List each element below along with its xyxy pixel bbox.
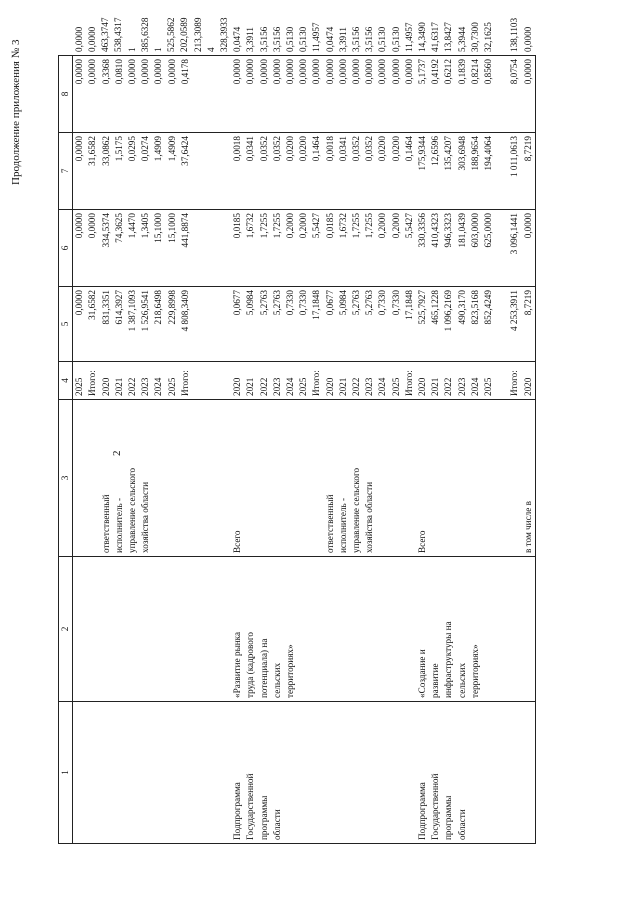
header-col-2: 2 xyxy=(59,557,73,702)
header-col-6: 6 xyxy=(59,210,73,287)
cell-subprogram-type: Подпрограмма Государственной программы области xyxy=(416,702,535,844)
cell-executor: ответственный исполнитель - управление сельского хозяйства области xyxy=(73,400,231,557)
cell-total: 0,0677 5,0984 5,2763 5,2763 0,7330 0,7330 17,1848 0,0677 5,0984 5,2763 5,2763 0,7330 0,7330 17,1848 xyxy=(231,287,416,362)
cell-regional: 175,9344 12,6596 135,4207 303,6948 188,9654 194,4064 1 011,0613 8,7219 xyxy=(416,133,535,210)
header-col-1: 1 xyxy=(59,702,73,844)
cell-subprogram-type xyxy=(73,702,231,844)
header-col-5: 5 xyxy=(59,287,73,362)
cell-subprogram-type: Подпрограмма Государственной программы области xyxy=(231,702,416,844)
cell-years: 2025 Итого: 2020 2021 2022 2023 2024 2025 Итого: xyxy=(73,362,231,400)
cell-years: 2020 2021 2022 2023 2024 2025 Итого: 2020 2021 2022 2023 2024 2025 Итого: xyxy=(231,362,416,400)
cell-local: 0,0000 0,0000 0,3368 0,0810 0,0000 0,0000 0,0000 0,0000 0,4178 xyxy=(73,56,231,133)
header-col-8: 8 xyxy=(59,56,73,133)
cell-subprogram-name xyxy=(73,557,231,702)
table-row: Подпрограмма Государственной программы области «Создание и развитие инфраструктуры на сельских территориях» Всего в том числе в 2020 2021 2022 2023 2024 2025 Итого: 2020 525,7927 465,1228 1 096,2169 490,3170 823,5168 852,4249 4 253,3911 8,7219 330,3356 410,4323 946,3323 181,0439 603,0000 625,0000 3 096,1441 0,0000 175,9344 12,6596 135,4207 303,6948 188,9654 194,4064 1 011,0613 8,7219 5,1737 0,4192 0,6212 0,1839 0,8214 0,8560 8,0754 0,0000 14,3490 41,6317 13,8427 5,3944 30,7300 32,1625 138,1103 0,0000 xyxy=(416,56,535,844)
cell-federal: 0,0185 1,6732 1,7255 1,7255 0,2000 0,2000 5,5427 0,0185 1,6732 1,7255 1,7255 0,2000 0,2000 5,5427 xyxy=(231,210,416,287)
appendix-caption: Продолжение приложения № 3 xyxy=(10,39,22,185)
header-col-4: 4 xyxy=(59,362,73,400)
financing-table xyxy=(58,17,536,844)
cell-total: 525,7927 465,1228 1 096,2169 490,3170 823,5168 852,4249 4 253,3911 8,7219 xyxy=(416,287,535,362)
cell-total: 0,0000 31,6582 831,3351 614,3927 1 387,1093 1 526,9541 218,6498 229,8998 4 808,3409 xyxy=(73,287,231,362)
cell-regional: 0,0018 0,0341 0,0352 0,0352 0,0200 0,0200 0,1464 0,0018 0,0341 0,0352 0,0352 0,0200 0,0200 0,1464 xyxy=(231,133,416,210)
header-col-7: 7 xyxy=(59,133,73,210)
cell-regional: 0,0000 31,6582 33,0862 1,5175 0,0295 0,0274 1,4909 1,4909 37,6424 xyxy=(73,133,231,210)
table-row: ответственный исполнитель - управление сельского хозяйства области 2025 Итого: 2020 2021 2022 2023 2024 2025 Итого: 0,0000 31,6582 831,3351 614,3927 1 387,1093 1 526,9541 218,6498 229,8998 4 808,3409 0,0000 0,0000 334,5374 74,3625 1,4470 1,3405 15,1000 15,1000 441,8874 0,0000 31,6582 33,0862 1,5175 0,0295 0,0274 1,4909 1,4909 37,6424 0,0000 0,0000 0,3368 0,0810 0,0000 0,0000 0,0000 0,0000 0,4178 0,0000 0,0000 463,3747 538,4317 1 385,6328 1 525,5862 202,0589 213,3089 4 328,3933 xyxy=(73,56,231,844)
cell-years: 2020 2021 2022 2023 2024 2025 Итого: 2020 xyxy=(416,362,535,400)
page-number: 2 xyxy=(111,450,123,456)
table-row: Подпрограмма Государственной программы области «Развитие рынка труда (кадрового потенциала) на сельских территориях» Всего ответственный исполнитель - управление сельского хозяйства области 2020 2021 2022 2023 2024 2025 Итого: 2020 2021 2022 2023 2024 2025 Итого: 0,0677 5,0984 5,2763 5,2763 0,7330 0,7330 17,1848 0,0677 5,0984 5,2763 5,2763 0,7330 0,7330 17,1848 0,0185 1,6732 1,7255 1,7255 0,2000 0,2000 5,5427 0,0185 1,6732 1,7255 1,7255 0,2000 0,2000 5,5427 0,0018 0,0341 0,0352 0,0352 0,0200 0,0200 0,1464 0,0018 0,0341 0,0352 0,0352 0,0200 0,0200 0,1464 0,0000 0,0000 0,0000 0,0000 0,0000 0,0000 0,0000 0,0000 0,0000 0,0000 0,0000 0,0000 0,0000 0,0000 0,0474 3,3911 3,5156 3,5156 0,5130 0,5130 11,4957 0,0474 3,3911 3,5156 3,5156 0,5130 0,5130 11,4957 xyxy=(231,56,416,844)
header-row xyxy=(59,56,73,844)
cell-federal: 0,0000 0,0000 334,5374 74,3625 1,4470 1,3405 15,1000 15,1000 441,8874 xyxy=(73,210,231,287)
cell-executor: Всего в том числе в xyxy=(416,400,535,557)
cell-local: 5,1737 0,4192 0,6212 0,1839 0,8214 0,8560 8,0754 0,0000 xyxy=(416,56,535,133)
cell-subprogram-name: «Создание и развитие инфраструктуры на сельских территориях» xyxy=(416,557,535,702)
cell-executor: Всего ответственный исполнитель - управление сельского хозяйства области xyxy=(231,400,416,557)
header-col-3: 3 xyxy=(59,400,73,557)
cell-subprogram-name: «Развитие рынка труда (кадрового потенциала) на сельских территориях» xyxy=(231,557,416,702)
cell-local: 0,0000 0,0000 0,0000 0,0000 0,0000 0,0000 0,0000 0,0000 0,0000 0,0000 0,0000 0,0000 0,0000 0,0000 xyxy=(231,56,416,133)
cell-federal: 330,3356 410,4323 946,3323 181,0439 603,0000 625,0000 3 096,1441 0,0000 xyxy=(416,210,535,287)
